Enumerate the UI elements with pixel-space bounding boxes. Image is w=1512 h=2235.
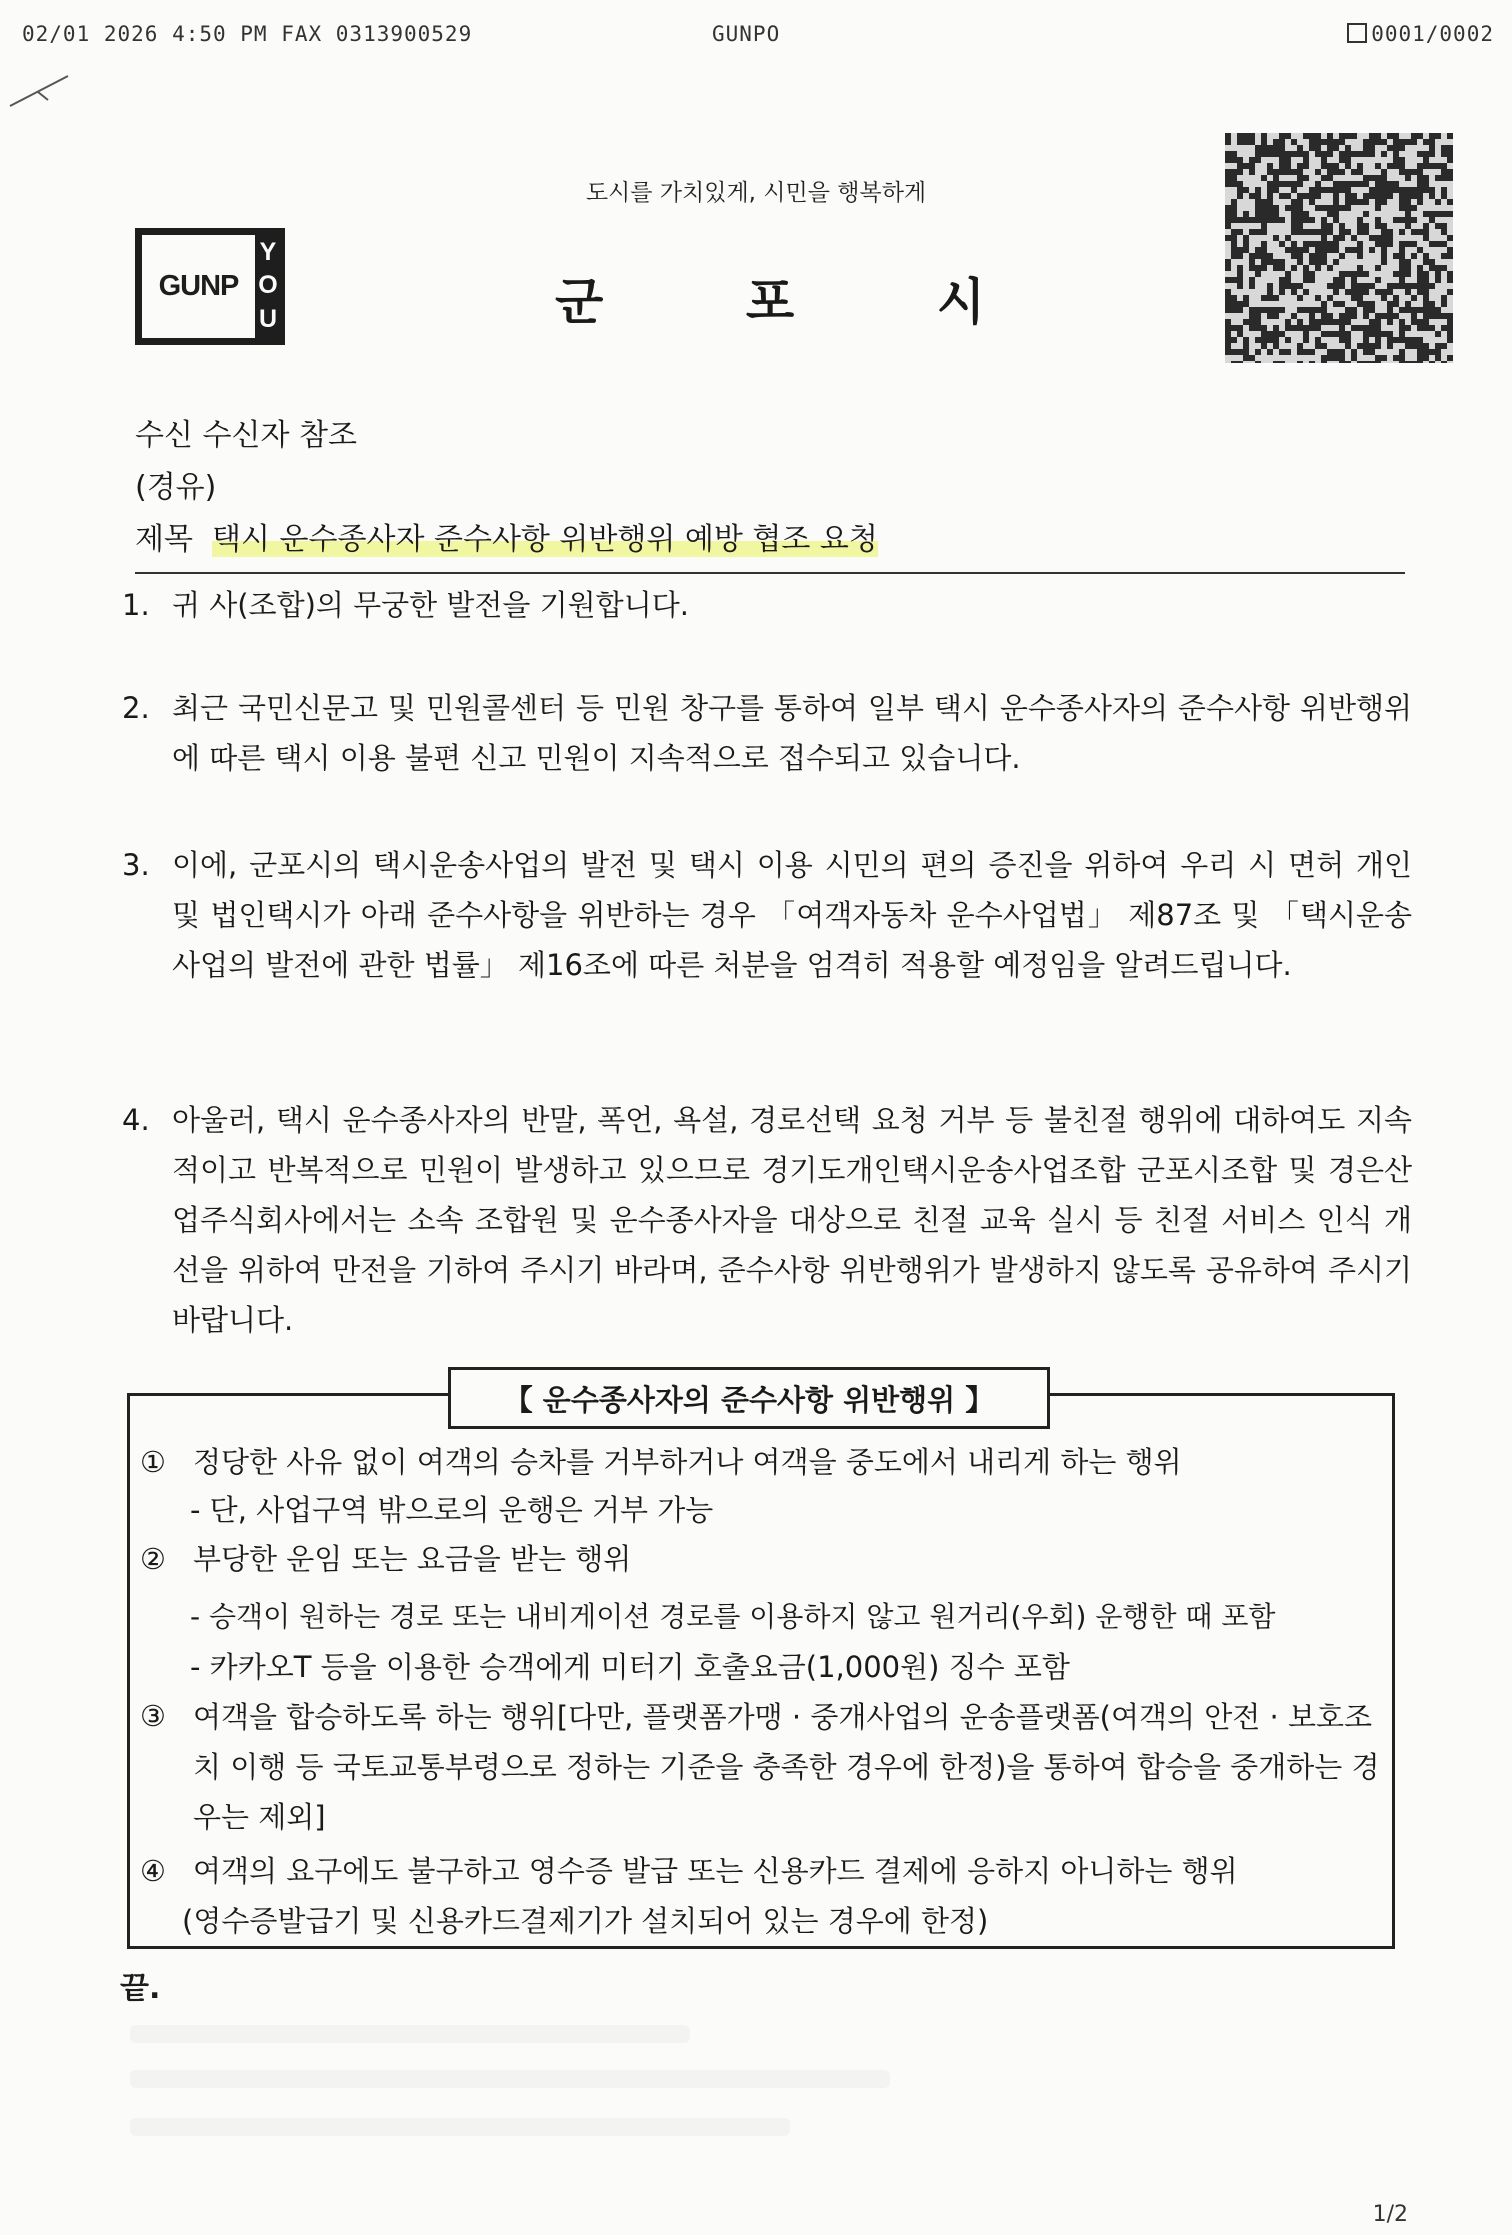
paragraph-number: 1. — [122, 588, 150, 622]
recipient-line: 수신 수신자 참조 — [135, 418, 357, 453]
org-char: 군 — [555, 273, 604, 331]
violation-item-4 — [140, 1847, 1385, 1895]
violation-item-1 — [140, 1438, 1385, 1486]
via-line: (경유) — [135, 470, 217, 505]
violation-item-2 — [140, 1535, 1385, 1583]
show-through — [130, 2118, 790, 2136]
show-through — [130, 2070, 890, 2088]
fax-sender: GUNPO — [712, 22, 781, 46]
item-text: 여객의 요구에도 불구하고 영수증 발급 또는 신용카드 결제에 응하지 아니하는 행위 — [193, 1854, 1238, 1888]
org-char: 시 — [936, 273, 985, 331]
logo-main: GUNP — [142, 235, 255, 338]
show-through — [130, 2025, 690, 2043]
pen-mark-icon — [8, 70, 88, 110]
item-text: 부당한 운임 또는 요금을 받는 행위 — [193, 1542, 632, 1576]
checkbox-icon — [1347, 23, 1367, 43]
item-text: 여객을 합승하도록 하는 행위[다만, 플랫폼가맹 · 중개사업의 운송플랫폼(여객의 안전 · 보호조치 이행 등 국토교통부령으로 정하는 기준을 충족한 경우에 한정)을 통하여 합승을 중개하는 경우는 제외] — [193, 1700, 1380, 1834]
slogan: 도시를 가치있게, 시민을 행복하게 — [585, 180, 927, 206]
organization-name — [555, 262, 985, 334]
violation-sub: (영수증발급기 및 신용카드결제기가 설치되어 있는 경우에 한정) — [182, 1904, 989, 1938]
divider — [135, 572, 1405, 574]
paragraph-3 — [122, 840, 1412, 990]
org-char: 포 — [745, 273, 795, 331]
subject-text: 택시 운수종사자 준수사항 위반행위 예방 협조 요청 — [212, 522, 878, 557]
violation-sub: - 승객이 원하는 경로 또는 내비게이션 경로를 이용하지 않고 원거리(우회) 운행한 때 포함 — [190, 1600, 1276, 1633]
subject-line — [135, 514, 878, 558]
gunpo-logo — [135, 228, 285, 345]
closing-mark: 끝. — [120, 1971, 161, 2006]
fax-page-counter — [1347, 22, 1494, 46]
item-marker: ① — [140, 1445, 166, 1479]
paragraph-text: 아울러, 택시 운수종사자의 반말, 폭언, 욕설, 경로선택 요청 거부 등 불친절 행위에 대하여도 지속적이고 반복적으로 민원이 발생하고 있으므로 경기도개인택시운송사업조합 군포시조합 및 경은산업주식회사에서는 소속 조합원 및 운수종사자을 대상으로 친절 교육 실시 등 친절 서비스 인식 개선을 위하여 만전을 기하여 주시기 바라며, 준수사항 위반행위가 발생하지 않도록 공유하여 주시기 바랍니다. — [172, 1103, 1412, 1337]
paragraph-2 — [122, 683, 1412, 783]
logo-side-letter: O — [258, 271, 278, 300]
logo-side-letter: Y — [259, 238, 277, 267]
paragraph-1 — [122, 580, 1412, 630]
paragraph-text: 최근 국민신문고 및 민원콜센터 등 민원 창구를 통하여 일부 택시 운수종사자의 준수사항 위반행위에 따른 택시 이용 불편 신고 민원이 지속적으로 접수되고 있습니다. — [172, 691, 1412, 775]
violation-sub: - 단, 사업구역 밖으로의 운행은 거부 가능 — [190, 1493, 714, 1527]
logo-side — [257, 236, 279, 336]
subject-label: 제목 — [135, 522, 193, 557]
paragraph-text: 귀 사(조합)의 무궁한 발전을 기원합니다. — [172, 588, 689, 622]
paragraph-number: 3. — [122, 848, 150, 882]
page-number: 1/2 — [1372, 2202, 1408, 2227]
violation-sub: - 카카오T 등을 이용한 승객에게 미터기 호출요금(1,000원) 징수 포함 — [190, 1650, 1070, 1684]
fax-header — [22, 22, 1494, 52]
paragraph-number: 2. — [122, 691, 150, 725]
item-marker: ② — [140, 1542, 166, 1576]
qr-code-icon — [1225, 133, 1453, 363]
violations-title: 【 운수종사자의 준수사항 위반행위 】 — [448, 1367, 1050, 1429]
item-marker: ④ — [140, 1854, 166, 1888]
paragraph-number: 4. — [122, 1103, 150, 1137]
violation-item-3 — [140, 1692, 1385, 1842]
logo-side-letter: U — [258, 304, 278, 333]
paragraph-4 — [122, 1095, 1412, 1345]
fax-page-counter-text: 0001/0002 — [1371, 22, 1494, 46]
fax-timestamp: 02/01 2026 4:50 PM FAX 0313900529 — [22, 22, 473, 46]
paragraph-text: 이에, 군포시의 택시운송사업의 발전 및 택시 이용 시민의 편의 증진을 위하여 우리 시 면허 개인 및 법인택시가 아래 준수사항을 위반하는 경우 「여객자동차 운수사업법」 제87조 및 「택시운송사업의 발전에 관한 법률」 제16조에 따른 처분을 엄격히 적용할 예정임을 알려드립니다. — [172, 848, 1412, 982]
item-marker: ③ — [140, 1699, 166, 1733]
item-text: 정당한 사유 없이 여객의 승차를 거부하거나 여객을 중도에서 내리게 하는 행위 — [193, 1445, 1182, 1479]
